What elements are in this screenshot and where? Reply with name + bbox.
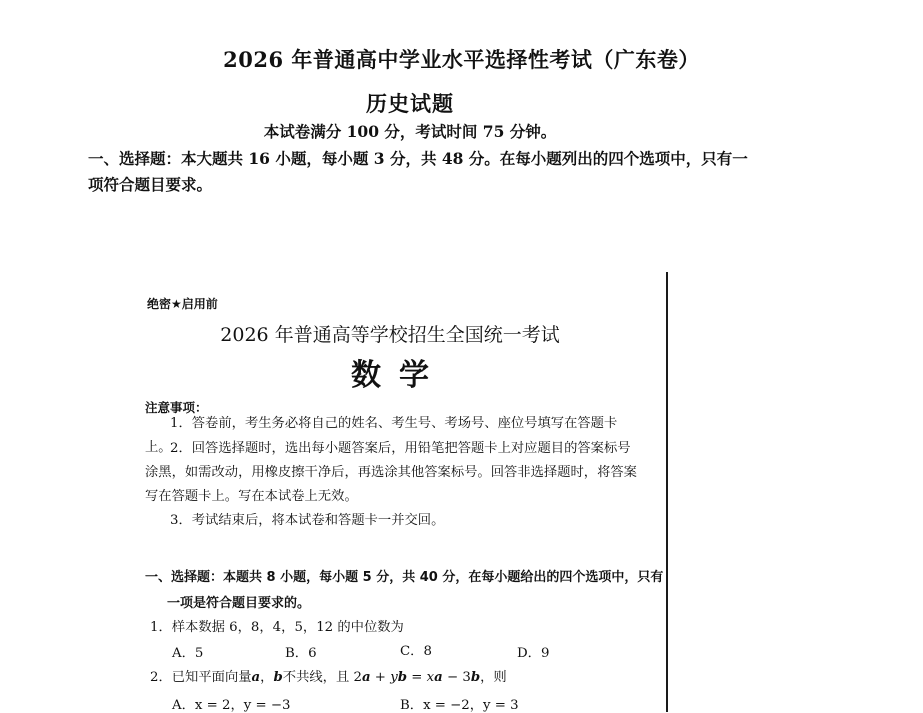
notice-item: 2．回答选择题时，选出每小题答案后，用铅笔把答题卡上对应题目的答案标号涂黑，如需改动，用橡皮擦干净后，再选涂其他答案标号。回答非选择题时，将答案写在答题卡上。写在本试卷上无效。 xyxy=(145,441,637,504)
vector-a: a xyxy=(434,670,443,685)
math-exam-title: 2026 年普通高等学校招生全国统一考试 xyxy=(220,324,560,346)
history-section-one-instructions: 一、选择题：本大题共 16 小题，每小题 3 分，共 48 分。在每小题列出的四个选项中，只有一项符合题目要求。 xyxy=(88,149,748,194)
question-1-option-a: A．5 xyxy=(172,646,204,661)
q2-text: 不共线，且 2 xyxy=(282,670,362,685)
notice-item: 3．考试结束后，将本试卷和答题卡一并交回。 xyxy=(170,513,445,528)
question-2-stem xyxy=(150,666,507,685)
q2-text: 2．已知平面向量 xyxy=(150,670,252,685)
q2-text: ，则 xyxy=(480,670,507,685)
q2-text: + xyxy=(370,670,391,685)
vector-a: a xyxy=(251,670,261,685)
math-exam-subject: 数学 xyxy=(351,358,447,393)
q2-text: ， xyxy=(260,670,274,685)
notice-item: 1．答卷前，考生务必将自己的姓名、考生号、考场号、座位号填写在答题卡上。 xyxy=(145,416,618,455)
notice-heading: 注意事项： xyxy=(145,400,208,415)
confidential-mark: 绝密★启用前 xyxy=(147,297,218,311)
vector-b: b xyxy=(470,670,481,685)
variable-x: x xyxy=(426,670,435,685)
question-1-option-b: B．6 xyxy=(285,646,317,661)
vector-a: a xyxy=(361,670,371,685)
vector-b: b xyxy=(273,670,283,685)
question-1-option-d: D．9 xyxy=(517,646,550,661)
history-exam-title: 2026 年普通高中学业水平选择性考试（广东卷） xyxy=(223,47,700,72)
question-2-option-a: A．x = 2，y = −3 xyxy=(172,698,291,713)
variable-y: y xyxy=(390,670,398,685)
question-2-option-b: B．x = −2，y = 3 xyxy=(400,698,519,713)
math-section-one-instructions: 一、选择题：本题共 8 小题，每小题 5 分，共 40 分，在每小题给出的四个选项中，只有一项是符合题目要求的。 xyxy=(145,570,664,611)
question-1-stem: 1．样本数据 6，8，4，5，12 的中位数为 xyxy=(150,620,404,635)
vector-b: b xyxy=(397,670,408,685)
page-margin-line xyxy=(666,272,668,712)
history-exam-score-info: 本试卷满分 100 分，考试时间 75 分钟。 xyxy=(263,122,557,141)
question-1-option-c: C．8 xyxy=(400,644,432,659)
q2-text: = xyxy=(407,670,427,685)
q2-text: − 3 xyxy=(442,670,471,685)
history-exam-subject: 历史试题 xyxy=(366,91,454,116)
